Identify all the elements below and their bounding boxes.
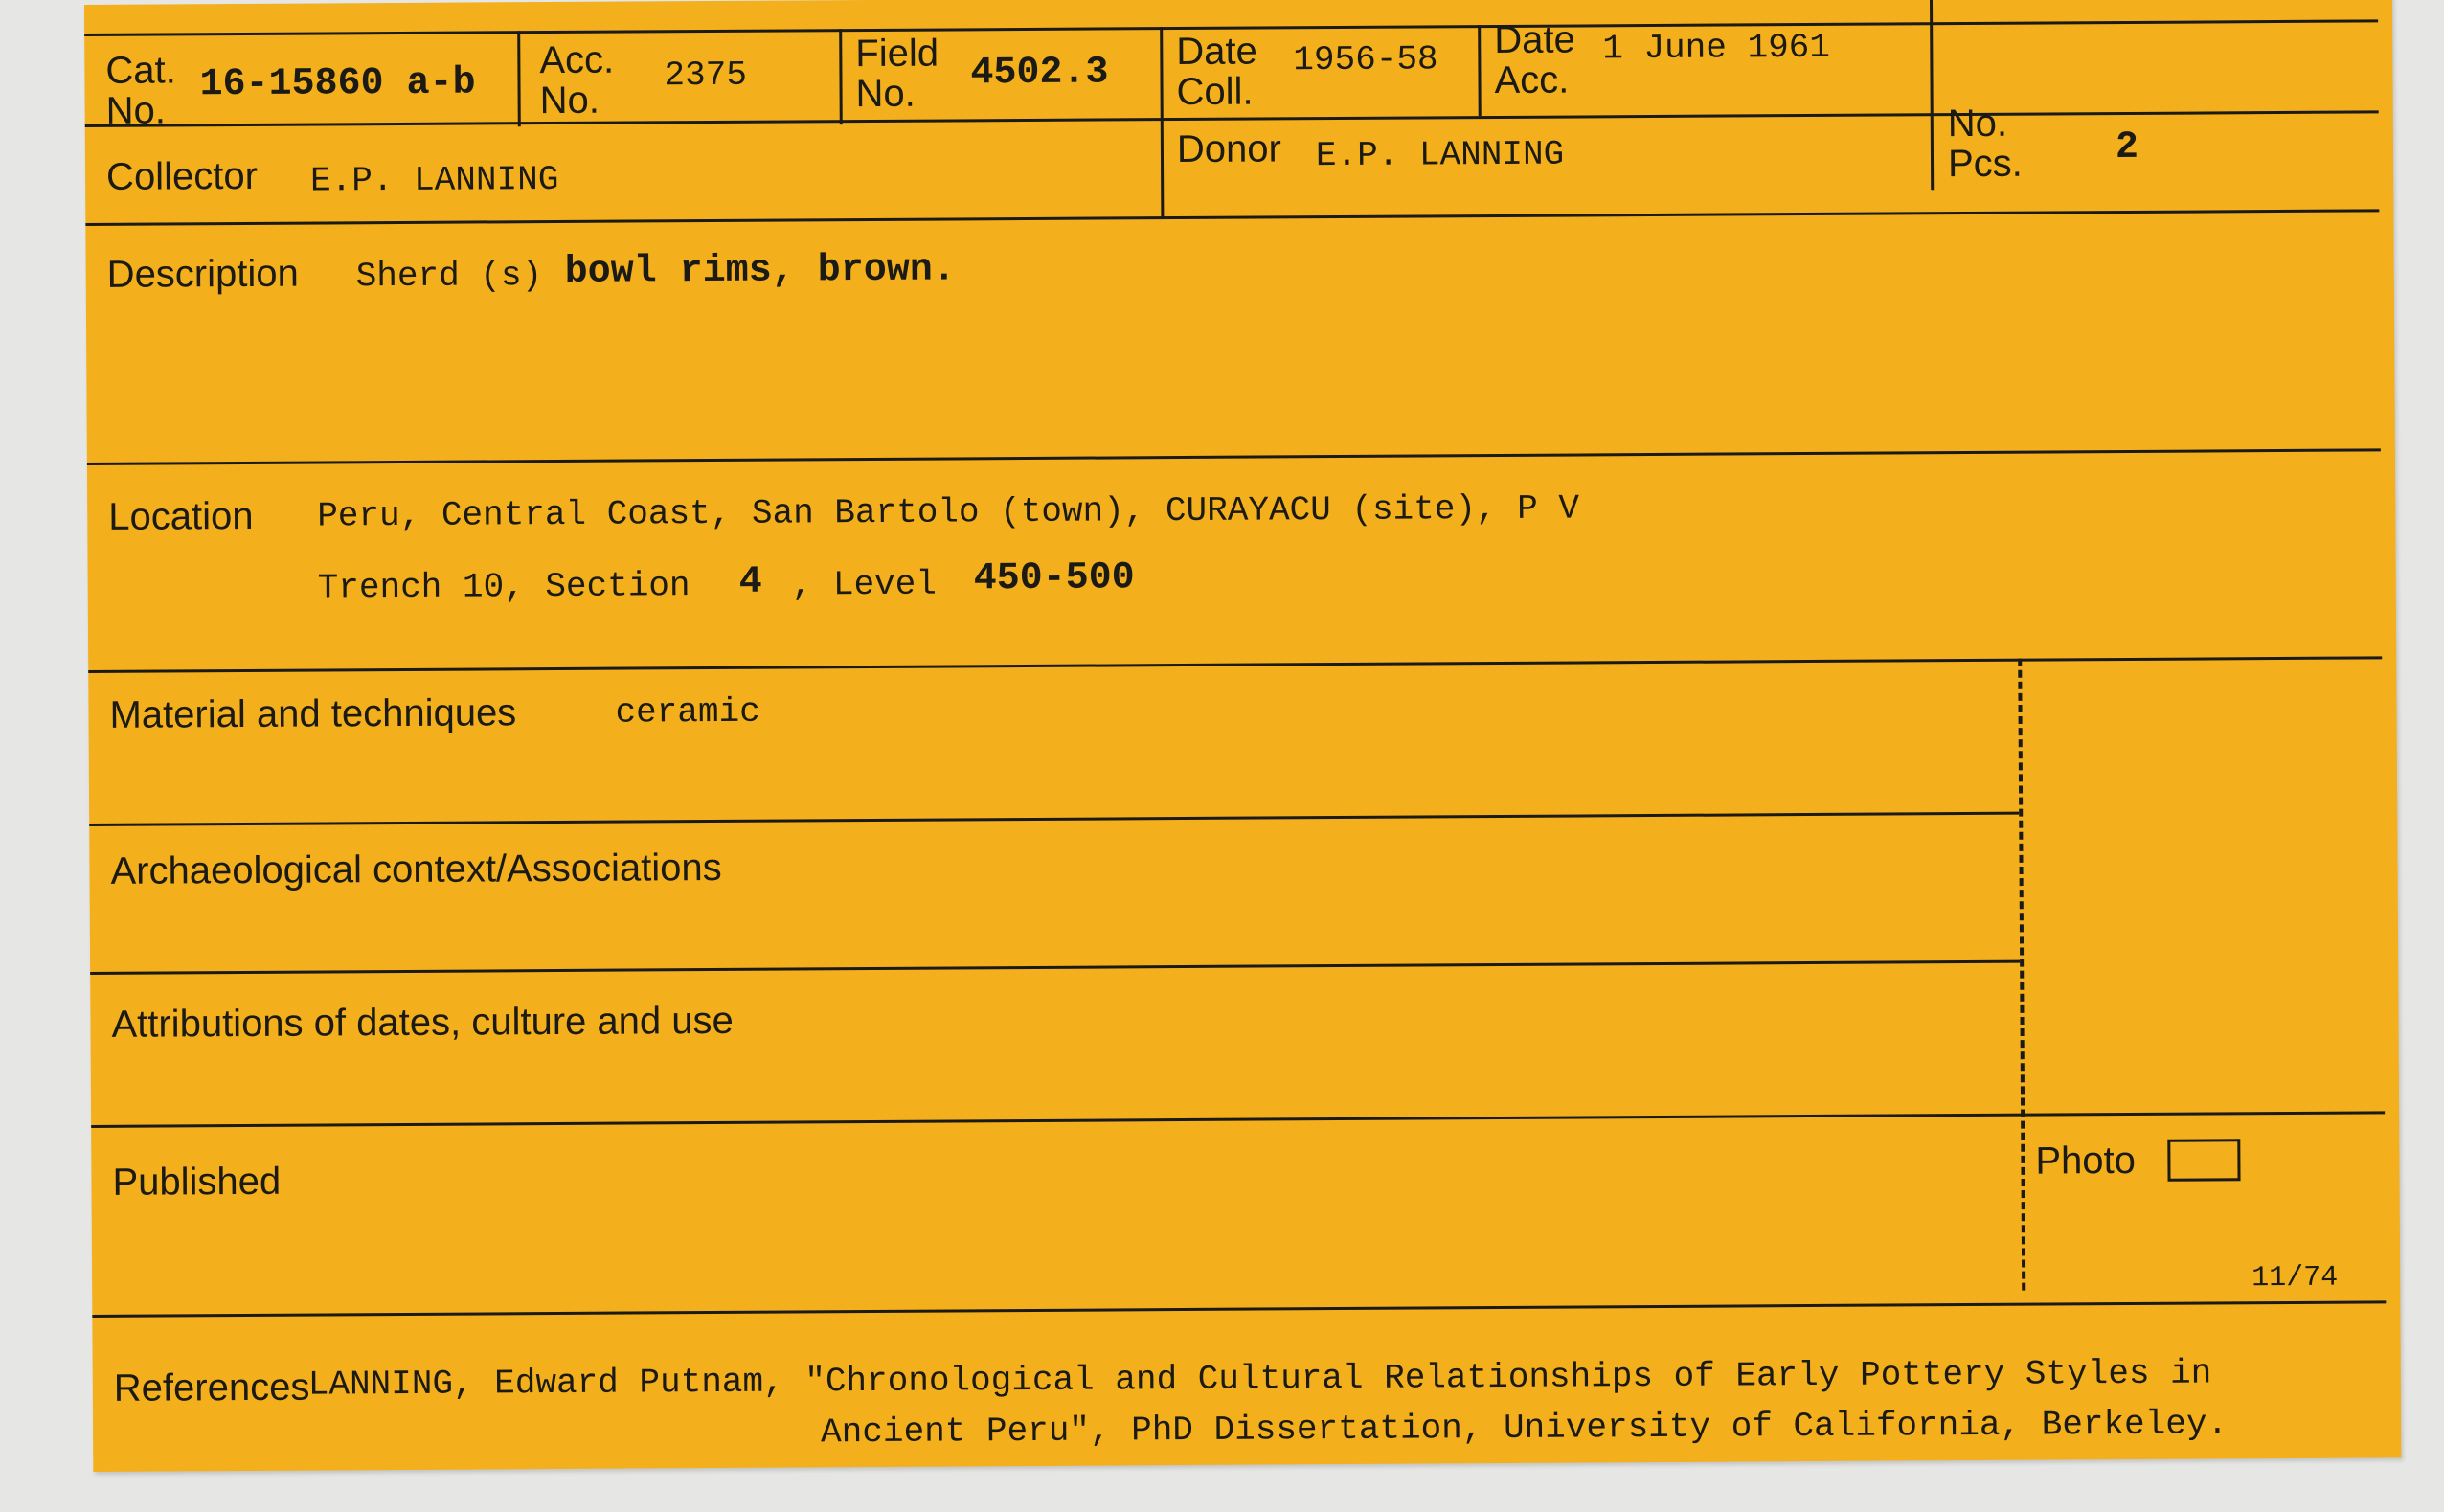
date-coll-value: 1956-58 — [1293, 39, 1438, 80]
cat-no-label: Cat. No. — [105, 49, 176, 132]
photo-divider — [2018, 659, 2025, 1291]
rule-v4 — [1478, 25, 1482, 116]
references-label: References — [113, 1365, 310, 1410]
collector-label: Collector — [105, 154, 259, 198]
rule-published-bottom — [92, 1300, 2386, 1318]
location-trench: Trench 10, Section — [317, 566, 690, 608]
photo-checkbox[interactable] — [2167, 1139, 2240, 1181]
rule-v1 — [517, 31, 521, 126]
references-line2: Ancient Peru", PhD Dissertation, University of California, Berkeley. — [820, 1404, 2229, 1453]
references-line1: LANNING, Edward Putnam, "Chronological and Cultural Relationships of Early Pottery Styles in — [307, 1353, 2212, 1405]
field-no-label: Field No. — [855, 32, 939, 116]
material-label: Material and techniques — [109, 691, 517, 736]
rule-row2-bottom — [85, 209, 2379, 226]
date-coll-label: Date Coll. — [1176, 30, 1257, 114]
location-label: Location — [108, 494, 254, 538]
donor-label: Donor — [1176, 127, 1282, 171]
rule-v2 — [839, 29, 843, 124]
description-label: Description — [106, 252, 299, 296]
date-acc-value: 1 June 1961 — [1602, 27, 1831, 69]
rule-material-bottom — [89, 812, 2019, 826]
location-level-label: , Level — [791, 564, 938, 605]
description-prefix: Sherd (s) — [355, 256, 543, 297]
catalog-card — [84, 0, 2401, 1472]
rule-context-bottom — [90, 960, 2020, 975]
location-section-value: 4 — [738, 560, 762, 604]
attributions-label: Attributions of dates, culture and use — [111, 999, 734, 1046]
rule-attributions-bottom — [91, 1111, 2385, 1128]
collector-value: E.P. LANNING — [310, 159, 559, 201]
location-line1: Peru, Central Coast, San Bartolo (town), CURAYACU (site), P V — [317, 488, 1580, 536]
donor-value: E.P. LANNING — [1315, 134, 1565, 176]
pcs-value: 2 — [2115, 125, 2139, 170]
rule-location-bottom — [88, 656, 2382, 673]
photo-label: Photo — [2035, 1139, 2137, 1183]
rule-v5 — [1930, 0, 1934, 190]
description-value: bowl rims, brown. — [564, 248, 956, 294]
rule-header-bottom — [85, 110, 2379, 127]
rule-v3 — [1160, 27, 1164, 218]
rule-description-bottom — [87, 448, 2381, 465]
pcs-label: No. Pcs. — [1947, 102, 2023, 186]
material-value: ceramic — [615, 691, 760, 733]
location-level-value: 450-500 — [973, 556, 1135, 601]
acc-no-label: Acc. No. — [539, 38, 615, 123]
field-no-value: 4502.3 — [970, 51, 1109, 96]
context-label: Archaeological context/Associations — [110, 846, 722, 892]
published-label: Published — [112, 1160, 282, 1204]
cat-no-value: 16-15860 a-b — [199, 61, 476, 107]
acc-no-value: 2375 — [664, 55, 748, 96]
date-acc-label: Date Acc. — [1494, 18, 1575, 102]
form-code: 11/74 — [2252, 1261, 2339, 1296]
